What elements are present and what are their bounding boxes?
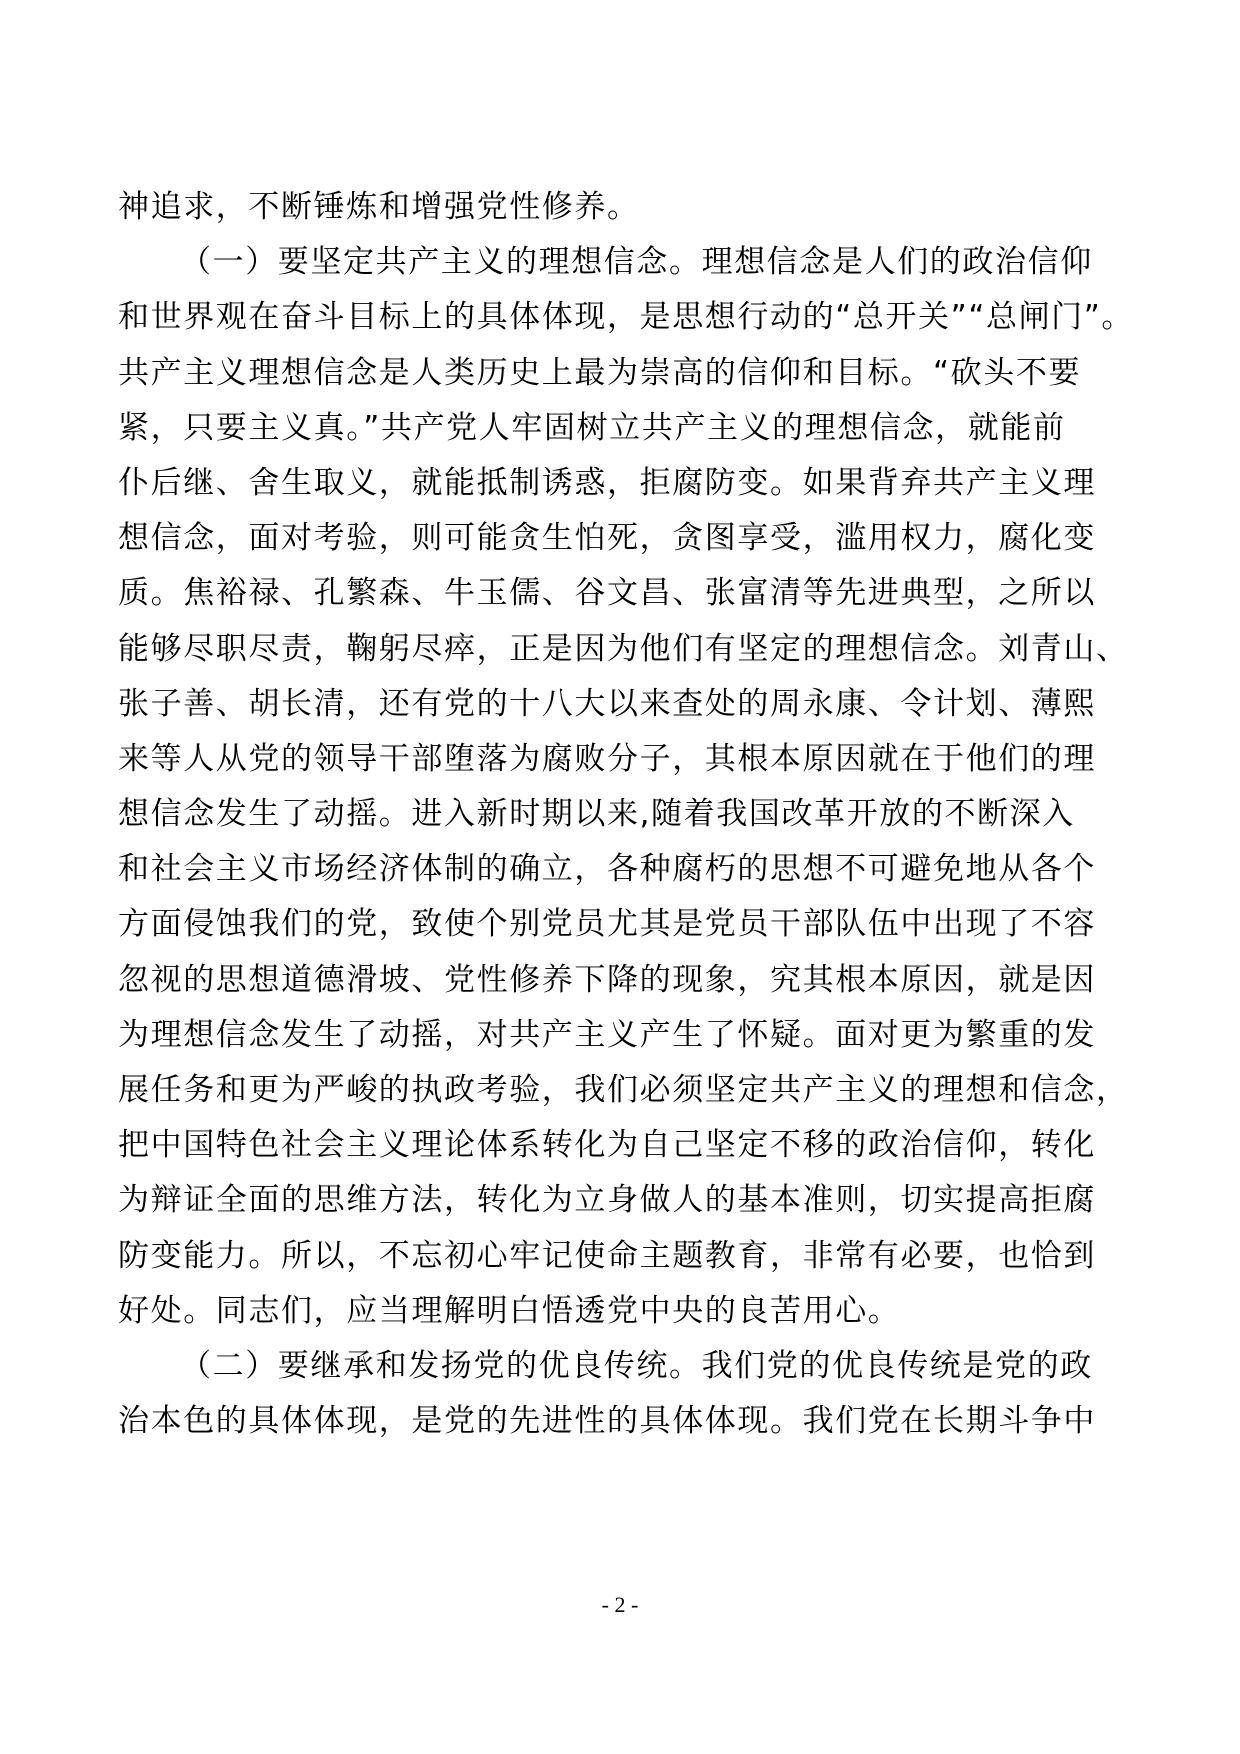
text-line: 共产主义理想信念是人类历史上最为崇高的信仰和目标。“砍头不要: [118, 354, 1082, 391]
text-line: 神追求，不断锤炼和增强党性修养。: [118, 189, 640, 225]
text-line: 能够尽职尽责，鞠躬尽瘁，正是因为他们有坚定的理想信念。刘青山、: [118, 630, 1129, 667]
text-line: 好处。同志们，应当理解明白悟透党中央的良苦用心。: [118, 1292, 901, 1329]
text-line: 展任务和更为严峻的执政考验，我们必须坚定共产主义的理想和信念，: [118, 1072, 1129, 1108]
section-heading-line: （一）要坚定共产主义的理想信念。理想信念是人们的政治信仰: [180, 244, 1093, 281]
text-line: 和世界观在奋斗目标上的具体体现，是思想行动的“总开关”“总闸门”。: [118, 299, 1135, 336]
text-line: 张子善、胡长清，还有党的十八大以来查处的周永康、令计划、薄熙: [118, 685, 1096, 722]
text-line: 防变能力。所以，不忘初心牢记使命主题教育，非常有必要，也恰到: [118, 1237, 1096, 1274]
text-line: 方面侵蚀我们的党，致使个别党员尤其是党员干部队伍中出现了不容: [118, 906, 1096, 943]
text-line: 忽视的思想道德滑坡、党性修养下降的现象，究其根本原因，就是因: [118, 961, 1096, 998]
text-line: 为理想信念发生了动摇，对共产主义产生了怀疑。面对更为繁重的发: [118, 1016, 1096, 1053]
text-line: 紧，只要主义真。”共产党人牢固树立共产主义的理想信念，就能前: [118, 409, 1066, 446]
text-line: 来等人从党的领导干部堕落为腐败分子，其根本原因就在于他们的理: [118, 740, 1096, 777]
text-line: 质。焦裕禄、孔繁森、牛玉儒、谷文昌、张富清等先进典型，之所以: [118, 575, 1096, 612]
text-line: 仆后继、舍生取义，就能抵制诱惑，拒腐防变。如果背弃共产主义理: [118, 464, 1096, 501]
text-line: 把中国特色社会主义理论体系转化为自己坚定不移的政治信仰，转化: [118, 1127, 1096, 1164]
text-line: 治本色的具体体现，是党的先进性的具体体现。我们党在长期斗争中: [118, 1403, 1096, 1440]
section-heading-line: （二）要继承和发扬党的优良传统。我们党的优良传统是党的政: [180, 1347, 1093, 1384]
text-line: 为辩证全面的思维方法，转化为立身做人的基本准则，切实提高拒腐: [118, 1182, 1096, 1219]
text-line: 想信念发生了动摇。进入新时期以来,随着我国改革开放的不断深入: [118, 796, 1075, 833]
body-text: [118, 180, 1135, 1449]
text-line: 想信念，面对考验，则可能贪生怕死，贪图享受，滥用权力，腐化变: [118, 520, 1096, 557]
text-line: 和社会主义市场经济体制的确立，各种腐朽的思想不可避免地从各个: [118, 851, 1096, 888]
page-number: - 2 -: [601, 1592, 639, 1617]
